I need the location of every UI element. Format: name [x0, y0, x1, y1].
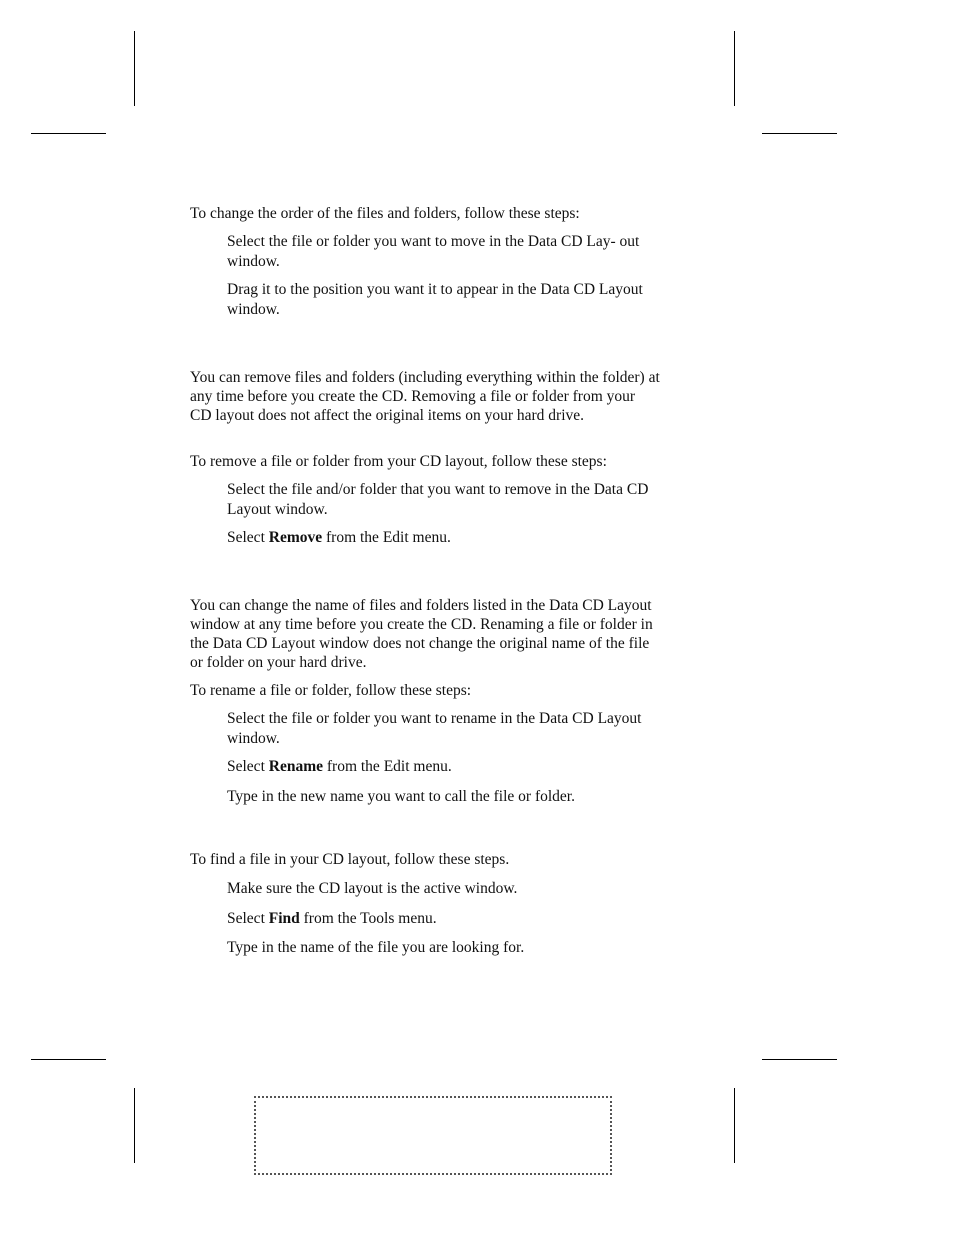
crop-mark-top-right-horizontal [762, 133, 837, 134]
crop-mark-top-right-vertical [734, 31, 735, 106]
rename-intro: To rename a file or folder, follow these steps: [190, 682, 472, 699]
crop-mark-bottom-left-horizontal [31, 1059, 106, 1060]
crop-mark-top-left-vertical [134, 31, 135, 106]
rename-step-2-prefix: Select [227, 758, 269, 775]
rename-step-1: Select the file or folder you want to rename in the Data CD Layout window. [227, 710, 642, 747]
find-intro: To find a file in your CD layout, follow these steps. [190, 851, 510, 868]
remove-paragraph: You can remove files and folders (including everything within the folder) at any time before you create the CD. Removing a file or folder from your CD layout does not affect the original items on your hard drive. [190, 369, 660, 424]
remove-intro: To remove a file or folder from your CD layout, follow these steps: [190, 453, 607, 470]
crop-mark-bottom-right-vertical [734, 1088, 735, 1163]
remove-step-1: Select the file and/or folder that you want to remove in the Data CD Layout window. [227, 481, 649, 518]
remove-step-2-prefix: Select [227, 529, 269, 546]
footer-dotted-box [254, 1096, 612, 1175]
rename-step-2 [227, 757, 659, 777]
crop-mark-top-left-horizontal [31, 133, 106, 134]
reorder-step-1: Select the file or folder you want to move in the Data CD Lay- out window. [227, 233, 640, 270]
find-step-2-suffix: from the Tools menu. [299, 910, 437, 927]
remove-command-label: Remove [268, 529, 323, 546]
rename-step-3: Type in the new name you want to call the file or folder. [227, 788, 575, 805]
find-step-2 [227, 909, 659, 929]
crop-mark-bottom-right-horizontal [762, 1059, 837, 1060]
rename-command-label: Rename [268, 758, 323, 775]
remove-step-2-suffix: from the Edit menu. [322, 529, 451, 546]
reorder-step-2: Drag it to the position you want it to appear in the Data CD Layout window. [227, 281, 643, 318]
find-command-label: Find [268, 910, 300, 927]
find-step-3: Type in the name of the file you are looking for. [227, 939, 525, 956]
find-step-1: Make sure the CD layout is the active window. [227, 880, 518, 897]
find-step-2-prefix: Select [227, 910, 269, 927]
crop-mark-bottom-left-vertical [134, 1088, 135, 1163]
rename-paragraph: You can change the name of files and folders listed in the Data CD Layout window at any time before you create the CD. Renaming a file or folder in the Data CD Layout window does not change the original name of the file or folder on your hard drive. [190, 597, 653, 671]
rename-step-2-suffix: from the Edit menu. [323, 758, 452, 775]
reorder-intro: To change the order of the files and folders, follow these steps: [190, 205, 580, 222]
remove-step-2 [227, 528, 659, 548]
